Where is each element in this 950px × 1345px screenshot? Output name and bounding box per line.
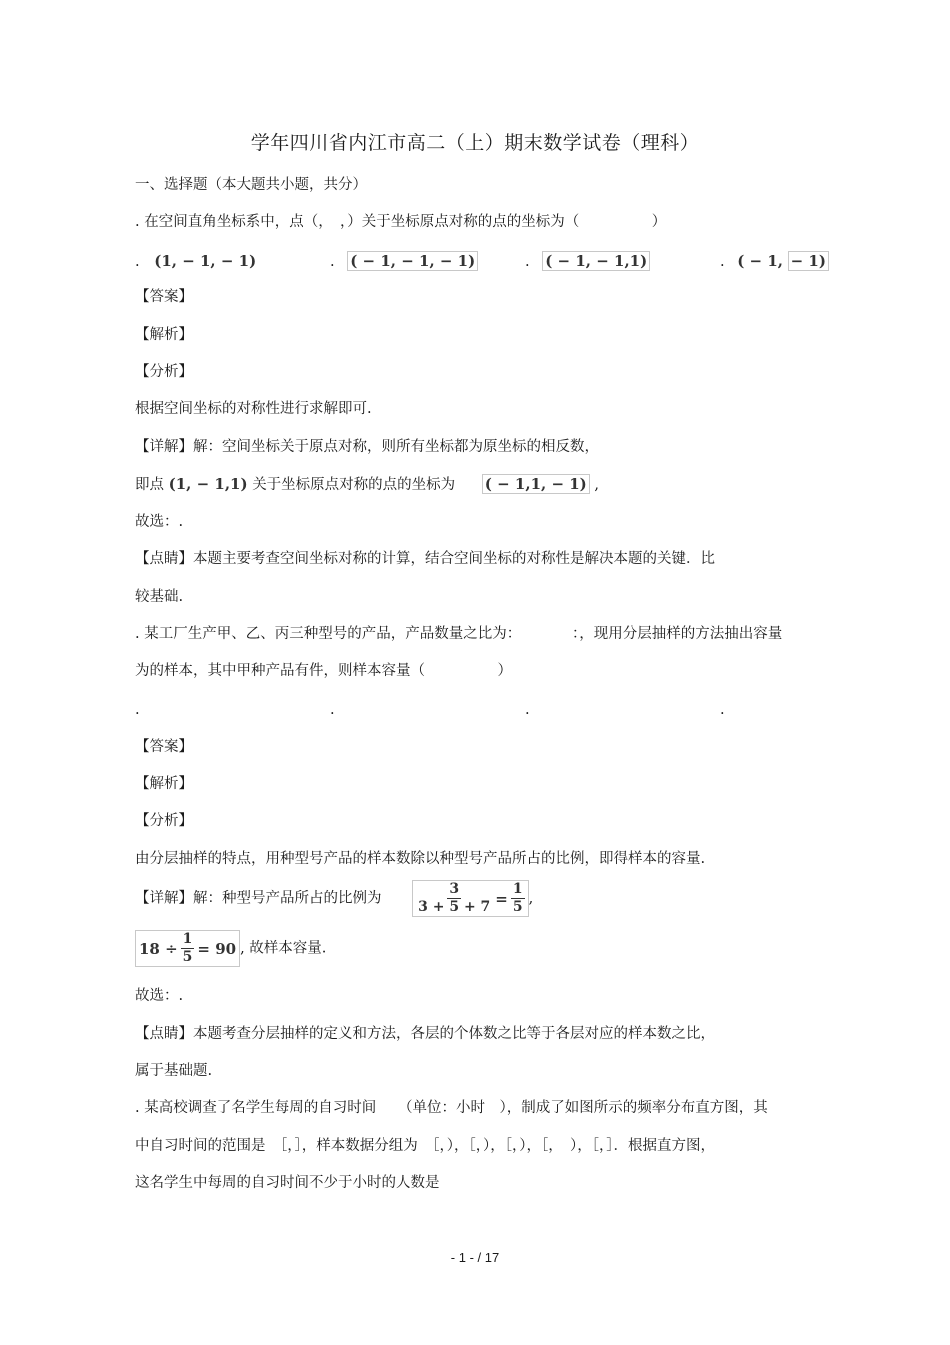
q1-stem: . 在空间直角坐标系中，点（， ，）关于坐标原点对称的点的坐标为（ ） bbox=[135, 214, 667, 230]
q1-answer-label: 【答案】 bbox=[135, 289, 193, 305]
q3-stem-line3: 这名学生中每周的自习时间不少于小时的人数是 bbox=[135, 1175, 440, 1191]
q1-option-d[interactable] bbox=[720, 251, 829, 272]
q2-option-a[interactable]: . bbox=[135, 702, 140, 718]
q2-option-d[interactable]: . bbox=[720, 702, 725, 718]
q1-point-math: (1, − 1,1) bbox=[168, 475, 248, 493]
q1-analysis: 根据空间坐标的对称性进行求解即可. bbox=[135, 401, 372, 417]
q2-stem-line1: . 某工厂生产甲、乙、丙三种型号的产品，产品数量之比为： ：，现用分层抽样的方法抽出容量 bbox=[135, 626, 783, 642]
q2-choose: 故选：. bbox=[135, 988, 184, 1004]
q2-option-c[interactable]: . bbox=[525, 702, 530, 718]
q2-stem-line2: 为的样本，其中甲种产品有件，则样本容量（ ） bbox=[135, 663, 512, 679]
q2-comment-line2: 属于基础题. bbox=[135, 1063, 213, 1079]
q1-option-a[interactable] bbox=[135, 251, 256, 272]
q2-option-b[interactable]: . bbox=[330, 702, 335, 718]
q2-ratio-formula: $\frac{3}{3 + 5 + 7}$ = $\frac{1}{5}$ bbox=[412, 880, 529, 917]
q2-calc-formula: 18 ÷ $\frac{1}{5}$ = 90 bbox=[135, 930, 240, 967]
q1-option-d-value-part1: ( − 1, bbox=[737, 252, 783, 270]
page-number: - 1 - / 17 bbox=[450, 1250, 500, 1265]
q1-option-c[interactable] bbox=[525, 251, 650, 272]
q3-stem-line1: . 某高校调查了名学生每周的自习时间 （单位：小时 ），制成了如图所示的频率分布直方图，其 bbox=[135, 1100, 768, 1116]
page-title: 学年四川省内江市高二（上）期末数学试卷（理科） bbox=[250, 132, 700, 154]
q2-detail-line: 【详解】解：种型号产品所占的比例为 $\frac{3}{3 + 5 + 7}$ = $\frac{1}{5}$ , bbox=[135, 881, 534, 915]
q2-calc-fraction: $\frac{1}{5}$ bbox=[182, 931, 193, 965]
q1-option-a-value: (1, − 1, − 1) bbox=[154, 252, 257, 270]
section-heading: 一、选择题（本大题共小题，共分） bbox=[135, 177, 367, 193]
option-marker: . bbox=[525, 254, 530, 270]
q3-stem-line2: 中自习时间的范围是 ［，］，样本数据分组为 ［，），［，），［，），［， ），［，］．根据直方图， bbox=[135, 1138, 715, 1154]
q1-option-c-value: ( − 1, − 1,1) bbox=[542, 251, 650, 271]
q2-fraction-ratio: $\frac{3}{3 + 5 + 7}$ bbox=[418, 881, 491, 915]
q1-comment-line2: 较基础. bbox=[135, 589, 184, 605]
q2-jiexi-label: 【解析】 bbox=[135, 776, 193, 792]
q1-detail-line2: 即点 (1, − 1,1) 关于坐标原点对称的点的坐标为 ( − 1,1, − 1) , bbox=[135, 475, 599, 493]
option-marker: . bbox=[135, 254, 140, 270]
q2-fraction-result: $\frac{1}{5}$ bbox=[512, 881, 523, 915]
option-marker: . bbox=[330, 254, 335, 270]
q1-detail: 【详解】解：空间坐标关于原点对称，则所有坐标都为原坐标的相反数， bbox=[135, 439, 599, 455]
q1-symmetric-point-math: ( − 1,1, − 1) bbox=[482, 474, 590, 494]
option-marker: . bbox=[720, 254, 725, 270]
q2-fenxi-label: 【分析】 bbox=[135, 813, 193, 829]
q1-option-b[interactable] bbox=[330, 251, 478, 272]
q1-fenxi-label: 【分析】 bbox=[135, 364, 193, 380]
q2-comment-line1: 【点睛】本题考查分层抽样的定义和方法，各层的个体数之比等于各层对应的样本数之比， bbox=[135, 1026, 715, 1042]
q1-comment-line1: 【点睛】本题主要考查空间坐标对称的计算，结合空间坐标的对称性是解决本题的关键．比 bbox=[135, 551, 715, 567]
q1-option-d-value-part2: − 1) bbox=[788, 251, 829, 271]
q1-choose: 故选：. bbox=[135, 514, 184, 530]
q1-jiexi-label: 【解析】 bbox=[135, 327, 193, 343]
q1-option-b-value: ( − 1, − 1, − 1) bbox=[347, 251, 478, 271]
q2-analysis: 由分层抽样的特点，用种型号产品的样本数除以种型号产品所占的比例，即得样本的容量. bbox=[135, 851, 706, 867]
q2-answer-label: 【答案】 bbox=[135, 739, 193, 755]
q2-calc-line: 18 ÷ $\frac{1}{5}$ = 90 , 故样本容量. bbox=[135, 930, 326, 967]
